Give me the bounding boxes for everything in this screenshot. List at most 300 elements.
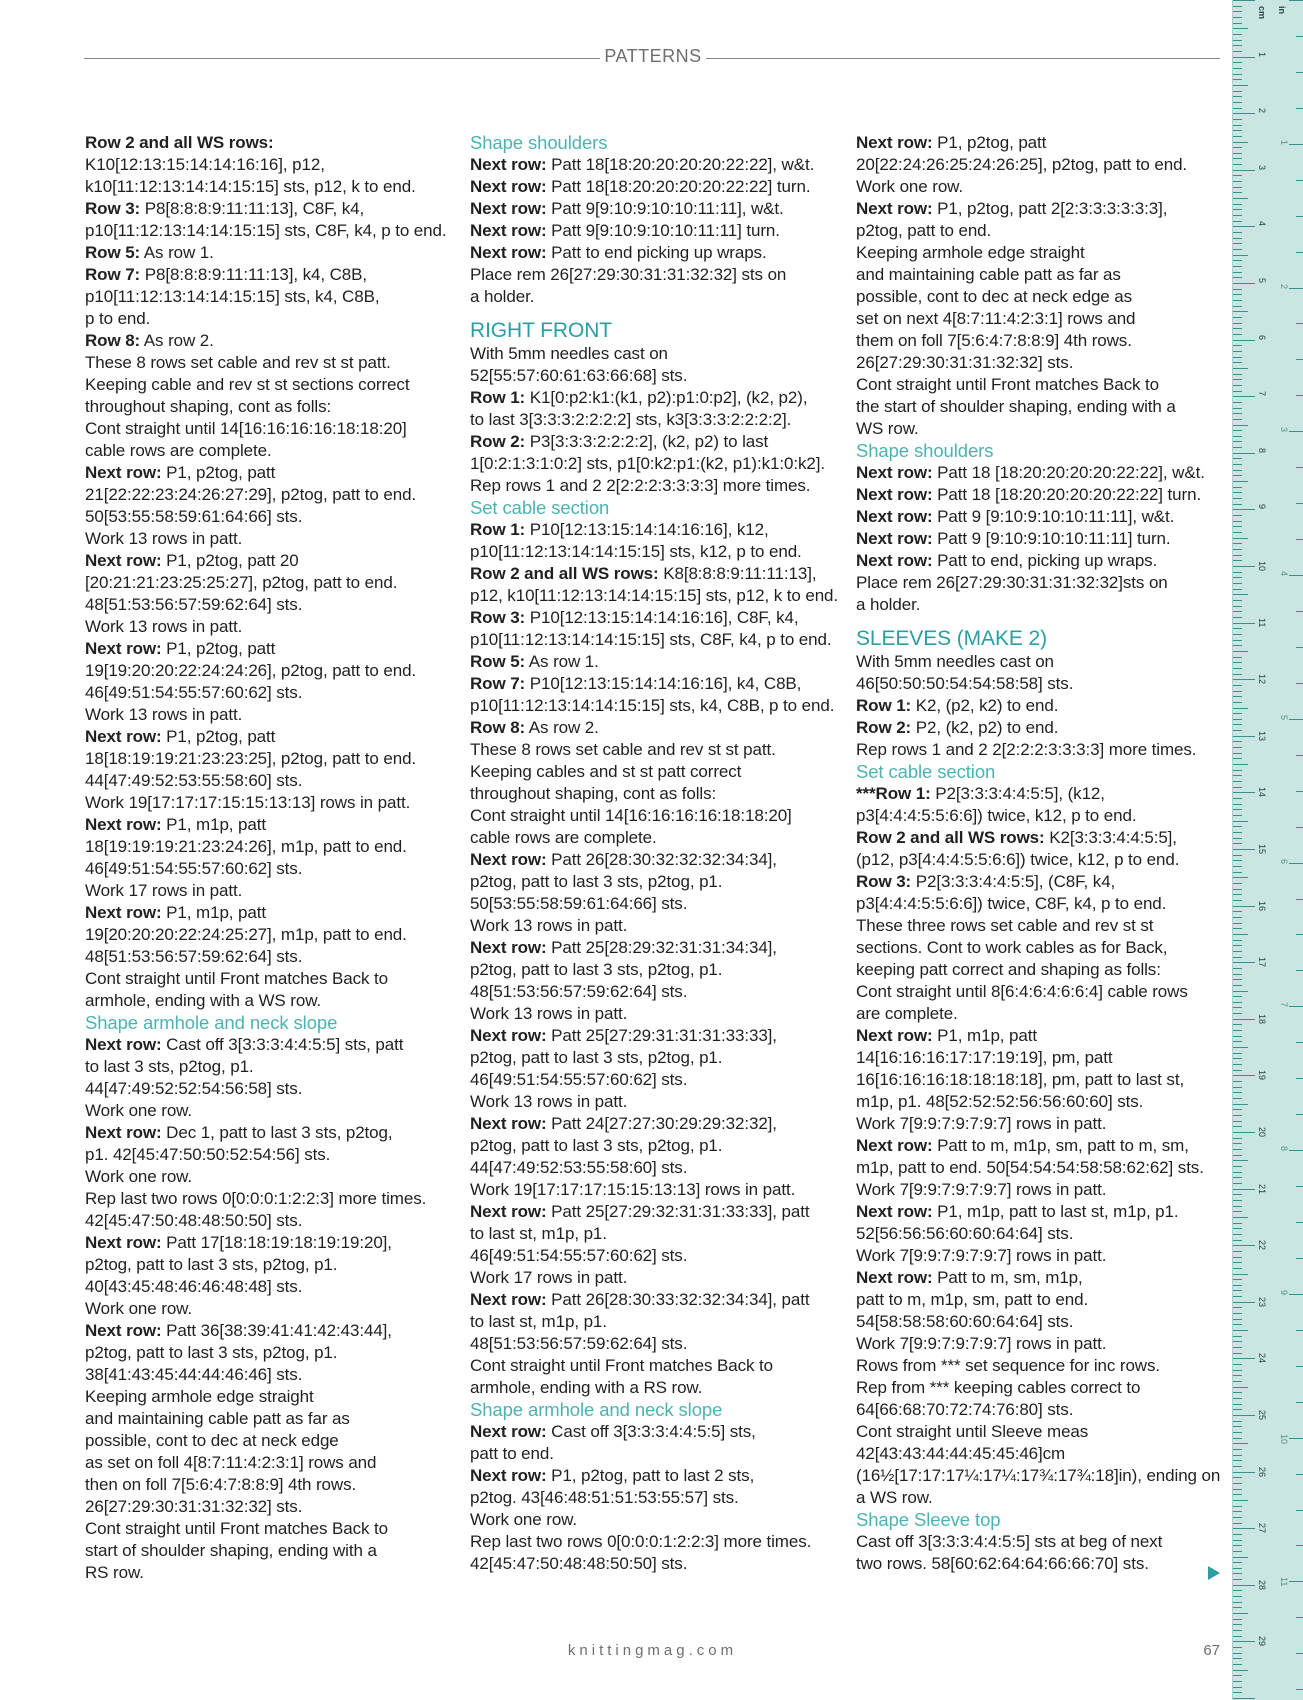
ruler-tick bbox=[1233, 1245, 1255, 1246]
instruction-line bbox=[470, 1135, 842, 1157]
ruler-tick bbox=[1233, 1341, 1242, 1342]
instruction-line bbox=[470, 387, 842, 409]
ruler-tick bbox=[1233, 753, 1242, 754]
ruler-tick bbox=[1233, 289, 1242, 290]
instruction-text: 26[27:29:30:31:31:32:32] sts. bbox=[856, 353, 1074, 372]
instruction-text: Work 13 rows in patt. bbox=[85, 529, 243, 548]
instruction-text: p10[11:12:13:14:14:15:15] sts, C8F, k4, p to end. bbox=[470, 630, 832, 649]
instruction-line bbox=[85, 242, 457, 264]
row-label: Next row: bbox=[856, 133, 933, 152]
ruler-tick bbox=[1233, 91, 1242, 92]
ruler-tick bbox=[1233, 1262, 1242, 1263]
ruler-inch-tick bbox=[1296, 1510, 1303, 1511]
ruler-cm-number: 16 bbox=[1257, 900, 1267, 911]
instruction-line bbox=[85, 176, 457, 198]
instruction-text: 48[51:53:56:57:59:62:64] sts. bbox=[470, 982, 688, 1001]
instruction-line bbox=[85, 814, 457, 836]
ruler-tick bbox=[1233, 1075, 1255, 1076]
instruction-text: p10[11:12:13:14:14:15:15] sts, k12, p to end. bbox=[470, 542, 802, 561]
ruler-tick bbox=[1233, 1438, 1242, 1439]
instruction-line bbox=[856, 1267, 1228, 1289]
instruction-line bbox=[85, 1166, 457, 1188]
instruction-text: Work 7[9:9:7:9:7:9:7] rows in patt. bbox=[856, 1334, 1107, 1353]
instruction-line bbox=[856, 1289, 1228, 1311]
instruction-text: as set on foll 4[8:7:11:4:2:3:1] rows and bbox=[85, 1453, 377, 1472]
ruler-tick bbox=[1233, 492, 1242, 493]
ruler-tick bbox=[1233, 815, 1242, 816]
ruler-tick bbox=[1233, 877, 1248, 878]
ruler-tick bbox=[1233, 1053, 1242, 1054]
instruction-line bbox=[470, 1091, 842, 1113]
ruler-tick bbox=[1233, 458, 1242, 459]
ruler-tick bbox=[1233, 1228, 1242, 1229]
ruler-tick bbox=[1233, 379, 1242, 380]
row-label: Next row: bbox=[856, 485, 933, 504]
ruler-cm-number: 22 bbox=[1257, 1240, 1267, 1251]
row-label: Next row: bbox=[856, 1202, 933, 1221]
ruler-tick bbox=[1233, 368, 1248, 369]
ruler-inch-tick bbox=[1296, 252, 1303, 253]
ruler-cm-number: 19 bbox=[1257, 1070, 1267, 1081]
instruction-text: Work 17 rows in patt. bbox=[85, 881, 243, 900]
instruction-line bbox=[856, 264, 1228, 286]
instruction-text: Cont straight until 14[16:16:16:16:18:18:20] bbox=[85, 419, 407, 438]
ruler-tick bbox=[1233, 985, 1242, 986]
ruler-tick bbox=[1233, 1019, 1255, 1020]
ruler-tick bbox=[1233, 1387, 1248, 1388]
instruction-text: p2tog. 43[46:48:51:51:53:55:57] sts. bbox=[470, 1488, 739, 1507]
ruler-tick bbox=[1233, 1415, 1255, 1416]
ruler-inch-tick bbox=[1289, 431, 1303, 432]
instruction-text: These three rows set cable and rev st st bbox=[856, 916, 1154, 935]
ruler-inch-tick bbox=[1289, 144, 1303, 145]
instruction-text: 40[43:45:48:46:46:48:48] sts. bbox=[85, 1277, 303, 1296]
instruction-text: keeping patt correct and shaping as folls: bbox=[856, 960, 1161, 979]
instruction-line bbox=[85, 880, 457, 902]
instruction-line bbox=[470, 264, 842, 286]
row-label: Next row: bbox=[470, 938, 547, 957]
ruler-tick bbox=[1233, 215, 1242, 216]
row-label: Next row: bbox=[470, 1202, 547, 1221]
row-label: Next row: bbox=[856, 551, 933, 570]
instruction-line bbox=[85, 220, 457, 242]
ruler-cm-number: 23 bbox=[1257, 1296, 1267, 1307]
ruler-tick bbox=[1233, 1551, 1242, 1552]
instruction-line bbox=[470, 1553, 842, 1575]
ruler-tick bbox=[1233, 645, 1242, 646]
row-label: Row 1: bbox=[856, 696, 912, 715]
ruler-cm-number: 14 bbox=[1257, 787, 1267, 798]
ruler-tick bbox=[1233, 1223, 1242, 1224]
instruction-line bbox=[856, 1421, 1228, 1443]
instruction-text: Work 13 rows in patt. bbox=[470, 1092, 628, 1111]
instruction-text: Patt 18[18:20:20:20:20:22:22] turn. bbox=[546, 177, 811, 196]
ruler-cm-number: 1 bbox=[1257, 51, 1267, 57]
instruction-text: Work 13 rows in patt. bbox=[85, 617, 243, 636]
instruction-line bbox=[85, 1122, 457, 1144]
instruction-text: P1, m1p, patt to last st, m1p, p1. bbox=[932, 1202, 1179, 1221]
instruction-text: a holder. bbox=[470, 287, 535, 306]
instruction-line bbox=[85, 1144, 457, 1166]
instruction-text: 46[50:50:50:54:54:58:58] sts. bbox=[856, 674, 1074, 693]
row-label: Next row: bbox=[470, 1114, 547, 1133]
ruler-inch-tick bbox=[1296, 934, 1303, 935]
ruler-tick bbox=[1233, 153, 1242, 154]
ruler-tick bbox=[1233, 1404, 1242, 1405]
instruction-text: m1p, p1. 48[52:52:52:56:56:60:60] sts. bbox=[856, 1092, 1144, 1111]
instruction-line bbox=[470, 176, 842, 198]
instruction-line bbox=[470, 1333, 842, 1355]
instruction-text: Work 17 rows in patt. bbox=[470, 1268, 628, 1287]
instruction-line bbox=[856, 330, 1228, 352]
instruction-text: P10[12:13:15:14:14:16:16], k4, C8B, bbox=[525, 674, 802, 693]
row-label: Next row: bbox=[85, 1321, 162, 1340]
instruction-text: the start of shoulder shaping, ending with a bbox=[856, 397, 1176, 416]
ruler-tick bbox=[1233, 962, 1255, 963]
instruction-line bbox=[470, 981, 842, 1003]
instruction-text: Work 19[17:17:17:15:15:13:13] rows in patt. bbox=[85, 793, 411, 812]
row-label: Next row: bbox=[85, 551, 162, 570]
instruction-line bbox=[856, 572, 1228, 594]
instruction-line bbox=[856, 308, 1228, 330]
instruction-line bbox=[470, 475, 842, 497]
ruler-cm-number: 18 bbox=[1257, 1013, 1267, 1024]
instruction-line bbox=[470, 242, 842, 264]
ruler-cm-number: 24 bbox=[1257, 1353, 1267, 1364]
ruler-tick bbox=[1233, 170, 1255, 171]
ruler-cm-number: 15 bbox=[1257, 844, 1267, 855]
ruler-inch-tick bbox=[1296, 1330, 1303, 1331]
instruction-line bbox=[85, 990, 457, 1012]
instruction-text: With 5mm needles cast on bbox=[470, 344, 668, 363]
instruction-line bbox=[856, 1311, 1228, 1333]
instruction-line bbox=[85, 374, 457, 396]
instruction-text: to last st, m1p, p1. bbox=[470, 1312, 607, 1331]
instruction-text: 42[43:43:44:44:45:45:46]cm bbox=[856, 1444, 1066, 1463]
row-label: Next row: bbox=[470, 1026, 547, 1045]
ruler-cm-number: 9 bbox=[1257, 504, 1267, 510]
ruler-tick bbox=[1233, 974, 1242, 975]
ruler-tick bbox=[1233, 1081, 1242, 1082]
row-label: Next row: bbox=[856, 199, 933, 218]
ruler-tick bbox=[1233, 175, 1242, 176]
ruler-tick bbox=[1233, 1007, 1242, 1008]
ruler-tick bbox=[1233, 447, 1242, 448]
instruction-line bbox=[470, 585, 842, 607]
ruler-tick bbox=[1233, 1630, 1242, 1631]
instruction-text: p2tog, patt to last 3 sts, p2tog, p1. bbox=[85, 1255, 338, 1274]
row-label: Next row: bbox=[470, 155, 547, 174]
instruction-text: 44[47:49:52:53:55:58:60] sts. bbox=[85, 771, 303, 790]
row-label: Row 3: bbox=[470, 608, 526, 627]
instruction-line bbox=[85, 1320, 457, 1342]
ruler-tick bbox=[1233, 306, 1242, 307]
ruler-tick bbox=[1233, 957, 1242, 958]
instruction-line bbox=[856, 1025, 1228, 1047]
instruction-text: Patt to m, m1p, sm, patt to m, sm, bbox=[932, 1136, 1189, 1155]
instruction-text: p2tog, patt to last 3 sts, p2tog, p1. bbox=[470, 1136, 723, 1155]
instruction-line bbox=[856, 1223, 1228, 1245]
instruction-line bbox=[470, 1113, 842, 1135]
instruction-line bbox=[470, 673, 842, 695]
instruction-text: sections. Cont to work cables as for Back, bbox=[856, 938, 1168, 957]
ruler-tick bbox=[1233, 758, 1242, 759]
spacer bbox=[470, 308, 842, 319]
instruction-line bbox=[856, 915, 1228, 937]
ruler-tick bbox=[1233, 1528, 1255, 1529]
instruction-line bbox=[85, 1188, 457, 1210]
instruction-line bbox=[85, 968, 457, 990]
ruler-tick bbox=[1233, 1568, 1242, 1569]
pattern-column-2 bbox=[470, 132, 842, 1575]
instruction-line bbox=[470, 1465, 842, 1487]
instruction-line bbox=[856, 132, 1228, 154]
ruler-tick bbox=[1233, 1590, 1242, 1591]
ruler-tick bbox=[1233, 532, 1242, 533]
instruction-line bbox=[470, 739, 842, 761]
instruction-line bbox=[85, 330, 457, 352]
ruler-tick bbox=[1233, 1251, 1242, 1252]
ruler-inch-tick bbox=[1296, 1114, 1303, 1115]
pattern-column-1 bbox=[85, 132, 457, 1584]
ruler-inch-tick bbox=[1296, 36, 1303, 37]
ruler-cm-number: 25 bbox=[1257, 1410, 1267, 1421]
ruler-tick bbox=[1233, 1058, 1242, 1059]
instruction-text: p10[11:12:13:14:14:15:15] sts, k4, C8B, p to end. bbox=[470, 696, 835, 715]
instruction-text: K8[8:8:8:9:11:11:13], bbox=[658, 564, 817, 583]
ruler-tick bbox=[1233, 1636, 1242, 1637]
instruction-line bbox=[85, 1232, 457, 1254]
instruction-text: to last st, m1p, p1. bbox=[470, 1224, 607, 1243]
ruler-inch-tick bbox=[1296, 611, 1303, 612]
instruction-text: cable rows are complete. bbox=[470, 828, 657, 847]
instruction-line bbox=[85, 748, 457, 770]
ruler-inch-tick bbox=[1289, 1581, 1303, 1582]
instruction-text: Work 7[9:9:7:9:7:9:7] rows in patt. bbox=[856, 1246, 1107, 1265]
instruction-text: two rows. 58[60:62:64:64:66:66:70] sts. bbox=[856, 1554, 1149, 1573]
ruler-tick bbox=[1233, 1698, 1255, 1699]
instruction-text: Patt 17[18:18:19:18:19:19:20], bbox=[161, 1233, 392, 1252]
instruction-text: P8[8:8:8:9:11:11:13], C8F, k4, bbox=[140, 199, 365, 218]
row-label: Next row: bbox=[470, 243, 547, 262]
ruler-tick bbox=[1233, 345, 1242, 346]
instruction-text: Patt 24[27:27:30:29:29:32:32], bbox=[546, 1114, 777, 1133]
instruction-text: armhole, ending with a WS row. bbox=[85, 991, 322, 1010]
ruler-tick bbox=[1233, 272, 1242, 273]
ruler-tick bbox=[1233, 1126, 1242, 1127]
ruler-tick bbox=[1233, 498, 1242, 499]
instruction-text: 18[18:19:19:21:23:23:25], p2tog, patt to end. bbox=[85, 749, 417, 768]
instruction-line bbox=[85, 726, 457, 748]
ruler-tick bbox=[1233, 1477, 1242, 1478]
instruction-text: [20:21:21:23:25:25:27], p2tog, patt to end. bbox=[85, 573, 398, 592]
ruler-tick bbox=[1233, 594, 1248, 595]
instruction-line bbox=[470, 563, 842, 585]
instruction-text: Patt 9 [9:10:9:10:10:11:11], w&t. bbox=[932, 507, 1175, 526]
ruler-tick bbox=[1233, 1647, 1242, 1648]
ruler-tick bbox=[1233, 509, 1255, 510]
instruction-text: K1[0:p2:k1:(k1, p2):p1:0:p2], (k2, p2), bbox=[525, 388, 808, 407]
ruler-tick bbox=[1233, 283, 1255, 284]
ruler-tick bbox=[1233, 1109, 1242, 1110]
row-label: Next row: bbox=[85, 1035, 162, 1054]
ruler-cm-number: 10 bbox=[1257, 561, 1267, 572]
instruction-text: a WS row. bbox=[856, 1488, 933, 1507]
ruler-tick bbox=[1233, 1319, 1242, 1320]
ruler-tick bbox=[1233, 764, 1248, 765]
ruler-tick bbox=[1233, 1330, 1248, 1331]
instruction-text: These 8 rows set cable and rev st st patt. bbox=[470, 740, 776, 759]
ruler-cm-number: 11 bbox=[1257, 617, 1267, 627]
instruction-line bbox=[856, 594, 1228, 616]
instruction-line bbox=[856, 1179, 1228, 1201]
ruler-tick bbox=[1233, 1500, 1248, 1501]
ruler-tick bbox=[1233, 657, 1242, 658]
ruler-tick bbox=[1233, 640, 1242, 641]
instruction-line bbox=[470, 1443, 842, 1465]
ruler-tick bbox=[1233, 1336, 1242, 1337]
ruler-tick bbox=[1233, 1240, 1242, 1241]
instruction-text: p3[4:4:4:5:5:6:6]) twice, k12, p to end. bbox=[856, 806, 1137, 825]
instruction-text: Keeping cables and st st patt correct bbox=[470, 762, 742, 781]
ruler-tick bbox=[1233, 45, 1242, 46]
ruler-tick bbox=[1233, 923, 1242, 924]
ruler-tick bbox=[1233, 968, 1242, 969]
ruler-tick bbox=[1233, 125, 1242, 126]
ruler-tick bbox=[1233, 1381, 1242, 1382]
instruction-text: K2[3:3:3:4:4:5:5], bbox=[1044, 828, 1177, 847]
instruction-text: p10[11:12:13:14:14:15:15] sts, k4, C8B, bbox=[85, 287, 380, 306]
instruction-text: 52[55:57:60:61:63:66:68] sts. bbox=[470, 366, 688, 385]
ruler-inch-tick bbox=[1296, 1402, 1303, 1403]
ruler-tick bbox=[1233, 951, 1242, 952]
ruler-tick bbox=[1233, 872, 1242, 873]
ruler-tick bbox=[1233, 164, 1242, 165]
instruction-line bbox=[856, 1553, 1228, 1575]
ruler-tick bbox=[1233, 843, 1242, 844]
ruler-tick bbox=[1233, 436, 1242, 437]
ruler-cm-number: 21 bbox=[1257, 1183, 1267, 1194]
instruction-text: are complete. bbox=[856, 1004, 958, 1023]
ruler-tick bbox=[1233, 577, 1242, 578]
ruler-tick bbox=[1233, 736, 1255, 737]
ruler-tick bbox=[1233, 1194, 1242, 1195]
ruler-tick bbox=[1233, 40, 1242, 41]
instruction-line bbox=[470, 1047, 842, 1069]
ruler-inch-tick bbox=[1296, 359, 1303, 360]
instruction-line bbox=[856, 1531, 1228, 1553]
instruction-line bbox=[85, 1518, 457, 1540]
instruction-line bbox=[856, 396, 1228, 418]
ruler-tick bbox=[1233, 996, 1242, 997]
ruler-inch-number: 5 bbox=[1279, 714, 1289, 720]
ruler-tick bbox=[1233, 566, 1255, 567]
ruler-tick bbox=[1233, 611, 1242, 612]
ruler-cm-number: 17 bbox=[1257, 957, 1267, 968]
ruler-inch-tick bbox=[1296, 216, 1303, 217]
instruction-line bbox=[470, 1289, 842, 1311]
ruler-tick bbox=[1233, 1313, 1242, 1314]
ruler-tick bbox=[1233, 430, 1242, 431]
instruction-text: Patt 26[28:30:32:32:32:34:34], bbox=[546, 850, 777, 869]
ruler-tick bbox=[1233, 266, 1242, 267]
instruction-line bbox=[470, 607, 842, 629]
ruler-tick bbox=[1233, 860, 1242, 861]
instruction-line bbox=[470, 1311, 842, 1333]
instruction-line bbox=[85, 1386, 457, 1408]
ruler-tick bbox=[1233, 226, 1255, 227]
instruction-line bbox=[85, 132, 457, 154]
row-label: Next row: bbox=[85, 1233, 162, 1252]
ruler-inch-tick bbox=[1289, 288, 1303, 289]
instruction-text: 46[49:51:54:55:57:60:62] sts. bbox=[470, 1246, 688, 1265]
instruction-text: 46[49:51:54:55:57:60:62] sts. bbox=[470, 1070, 688, 1089]
instruction-text: patt to m, m1p, sm, patt to end. bbox=[856, 1290, 1089, 1309]
row-label: Row 7: bbox=[470, 674, 526, 693]
ruler-cm-number: 13 bbox=[1257, 730, 1267, 741]
row-label: Row 2 and all WS rows: bbox=[85, 133, 274, 152]
instruction-line bbox=[85, 154, 457, 176]
row-label: Row 8: bbox=[85, 331, 141, 350]
ruler-tick bbox=[1233, 702, 1242, 703]
instruction-text: Patt to end picking up wraps. bbox=[546, 243, 767, 262]
ruler-inch-tick bbox=[1296, 395, 1303, 396]
ruler-tick bbox=[1233, 108, 1242, 109]
instruction-line bbox=[856, 1113, 1228, 1135]
instruction-line bbox=[470, 695, 842, 717]
instruction-line bbox=[856, 528, 1228, 550]
instruction-line bbox=[85, 198, 457, 220]
ruler-tick bbox=[1233, 1092, 1242, 1093]
instruction-text: armhole, ending with a RS row. bbox=[470, 1378, 703, 1397]
instruction-text: 1[0:2:1:3:1:0:2] sts, p1[0:k2:p1:(k2, p1):k1:0:k2]. bbox=[470, 454, 825, 473]
ruler-inch-tick bbox=[1296, 503, 1303, 504]
header-rule-left bbox=[84, 58, 600, 59]
instruction-text: Rep rows 1 and 2 2[2:2:2:3:3:3:3] more times. bbox=[856, 740, 1197, 759]
ruler-tick bbox=[1233, 572, 1242, 573]
pattern-column-3 bbox=[856, 132, 1228, 1575]
ruler-inch-tick bbox=[1296, 1186, 1303, 1187]
ruler-tick bbox=[1233, 1596, 1242, 1597]
ruler-tick bbox=[1233, 1562, 1242, 1563]
instruction-text: possible, cont to dec at neck edge as bbox=[856, 287, 1133, 306]
instruction-line bbox=[856, 981, 1228, 1003]
ruler-tick bbox=[1233, 1573, 1242, 1574]
ruler-tick bbox=[1233, 1036, 1242, 1037]
ruler-tick bbox=[1233, 34, 1242, 35]
ruler-tick bbox=[1233, 543, 1242, 544]
instruction-line bbox=[470, 827, 842, 849]
section-heading: RIGHT FRONT bbox=[470, 319, 613, 342]
ruler-tick bbox=[1233, 1002, 1242, 1003]
instruction-text: Cont straight until Sleeve meas bbox=[856, 1422, 1089, 1441]
instruction-text: p3[4:4:4:5:5:6:6]) twice, C8F, k4, p to end. bbox=[856, 894, 1167, 913]
ruler-tick bbox=[1233, 894, 1242, 895]
ruler-tick bbox=[1233, 113, 1255, 114]
instruction-text: P2[3:3:3:4:4:5:5], (k12, bbox=[930, 784, 1105, 803]
ruler-tick bbox=[1233, 668, 1242, 669]
ruler-tick bbox=[1233, 1692, 1242, 1693]
measurement-ruler bbox=[1232, 0, 1303, 1700]
ruler-tick bbox=[1233, 741, 1242, 742]
row-label: Next row: bbox=[85, 1123, 162, 1142]
ruler-tick bbox=[1233, 1540, 1242, 1541]
instruction-text: P1, p2tog, patt 20 bbox=[161, 551, 299, 570]
ruler-inch-tick bbox=[1296, 1222, 1303, 1223]
instruction-text: p10[11:12:13:14:14:15:15] sts, C8F, k4, p to end. bbox=[85, 221, 447, 240]
ruler-tick bbox=[1233, 1115, 1242, 1116]
ruler-inch-tick bbox=[1296, 180, 1303, 181]
